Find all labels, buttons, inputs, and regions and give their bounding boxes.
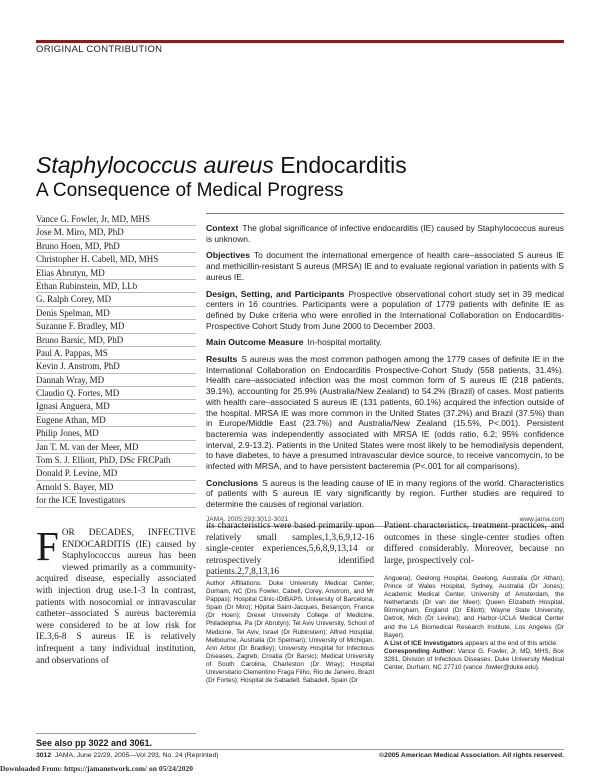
author-item: Dannah Wray, MD <box>36 374 196 387</box>
author-item: Kevin J. Anstrom, PhD <box>36 360 196 373</box>
journal-url[interactable]: www.jama.com <box>519 515 564 523</box>
author-item: Eugene Athan, MD <box>36 414 196 427</box>
abstract-conclusions: Conclusions S aureus is the leading cause of IE in many regions of the world. Characteristics of patients with S aureus IE vary significantly by region. Further studies are required to determine the causes of regional variation. <box>206 477 564 510</box>
body-text-col2: its characteristics were based primarily upon relatively small samples,1,3,6,9,12-16 single-center experiences,5,6,8,9,13,14 or retrospectively identified patients.2,7,8,13,16 <box>206 521 374 578</box>
citation: JAMA. 2005;293:3012-3021 <box>206 515 289 523</box>
author-item: Philip Jones, MD <box>36 427 196 440</box>
author-item: G. Ralph Corey, MD <box>36 293 196 306</box>
author-item: Tom S. J. Elliott, PhD, DSc FRCPath <box>36 454 196 467</box>
author-affiliations <box>206 576 374 685</box>
corresponding-author: Corresponding Author: Vance G. Fowler, Jr, MD, MHS, Box 3281, Division of Infectious Diseases, Duke University Medical Center, Durham, NC 27710 (vance .fowler@duke.edu). <box>384 647 565 672</box>
author-item: Suzanne F. Bradley, MD <box>36 320 196 333</box>
author-item: Bruno Barsic, MD, PhD <box>36 334 196 347</box>
author-item: Ethan Rubinstein, MD, LLb <box>36 280 196 293</box>
body-text-col1: OR DECADES, INFECTIVE ENDOCARDITIS (IE) caused by Staphylococcus aureus has been viewed primarily as a community-acquired disease, especially associated with injection drug use.1-3 In contrast, patients with nosocomial or intravascular catheter–associated S aureus bacteremia were considered to be at low risk for IE.3,6-8 S aureus IE is relatively infrequent a tany individual institution, and observations of <box>36 528 196 666</box>
affiliations-right-text: Anguera); Geelong Hospital, Geelong, Australia (Dr Athan); Prince of Wales Hospital, Sydney, Australia (Dr Jones); Academic Medical Center, University of Amsterdam, the Netherlands (Dr van der Meer); Queen Elizabeth Hospital, Birmingham, England (Dr Elliott); Wayne State University, Detroit, Mich (Dr Levine); and Harbor-UCLA Medical Center and the LA Biomedical Research Institute, Los Angeles (Dr Bayer). <box>384 575 564 639</box>
download-line: Downloaded From: https://jamanetwork.com/ on 05/24/2020 <box>0 764 193 773</box>
author-item: Claudio Q. Fortes, MD <box>36 387 196 400</box>
author-list <box>36 213 196 508</box>
affiliations-left-text: Author Affiliations: Duke University Medical Center, Durham, NC (Drs Fowler, Cabell, Corey, Anstrom, and Mr Pappas); Hospital Clinic-IDIBAPS, University of Barcelona, Spain (Dr Miro); Hôpital Saint-Jacques, Besançon, France (Dr Hoen); Drexel University College of Medicine, Philadelphia, Pa (Dr Abrutyn); Tel Aviv University, School of Medicine, Tel Aviv, Israel (Dr Rubinstein); Alfred Hospital, Melbourne, Australia (Dr Spelman); University of Michigan, Ann Arbor (Dr Bradley); University Hospital for Infectious Diseases, Zagreb, Croatia (Dr Barsic); Medical University of South Carolina, Charleston (Dr Wray); Hospital Universitario Clementino Fraga Filho, Rio de Janeiro, Brazil (Dr Fortes); Hospital de Sabadell, Sabadell, Spain (Dr <box>206 580 375 685</box>
body-column-1 <box>36 523 196 667</box>
page-footer <box>36 749 564 759</box>
author-item: Arnold S. Bayer, MD <box>36 481 196 494</box>
author-item: for the ICE Investigators <box>36 494 196 507</box>
see-also[interactable]: See also pp 3022 and 3061. <box>36 733 196 748</box>
author-item: Ignasi Anguera, MD <box>36 400 196 413</box>
abstract-results: Results S aureus was the most common pathogen among the 1779 cases of definite IE in the International Collaboration on Endocarditis Prospective-Cohort Study (558 patients, 31.4%). Health care–associated infection was the most common form of S aureus IE (218 patients, 39.1%), accounting for 25.9% (Australia/New Zealand) to 54.2% (Brazil) of cases. Most patients with health care–associated S aureus IE (131 patients, 60.1%) acquired the infection outside of the hospital. MRSA IE was more common in the United States (37.2%) and Brazil (37.5%) than in Europe/Middle East (23.7%) and Australia/New Zealand (15.5%, P<.001). Persistent bacteremia was independently associated with MRSA IE (odds ratio, 6.2; 95% confidence interval, 2.9-13.2). Patients in the United States were most likely to be hemodialysis dependent, to have diabetes, to have a presumed intravascular device source, to receive vancomycin, to be infected with MRSA, and to have persistent bacteremia (P<.001 for all comparisons). <box>206 354 564 472</box>
title-rest: Endocarditis <box>273 152 407 178</box>
drop-cap: F <box>36 523 59 569</box>
author-item: Christopher H. Cabell, MD, MHS <box>36 253 196 266</box>
author-item: Paul A. Pappas, MS <box>36 347 196 360</box>
abstract-context: Context The global significance of infective endocarditis (IE) caused by Staphylococcus aureus is unknown. <box>206 223 564 244</box>
body-column-2 <box>206 521 374 579</box>
body-text-col3: Patient characteristics, treatment practices, and outcomes in these single-center studies often differed considerably. Moreover, because no large, prospectively col- <box>384 521 564 566</box>
footer-left: 3012 JAMA, June 22/29, 2005—Vol 293, No. 24 (Reprinted) <box>36 752 219 759</box>
title-italic: Staphylococcus aureus <box>36 152 274 178</box>
author-item: Elias Abrutyn, MD <box>36 267 196 280</box>
author-item: Jose M. Miro, MD, PhD <box>36 226 196 239</box>
affiliations-continued <box>384 575 564 672</box>
abstract-objectives: Objectives To document the international emergence of health care–associated S aureus IE and methicillin-resistant S aureus (MRSA) IE and to evaluate regional variation in patients with S aureus IE. <box>206 250 564 282</box>
abstract <box>206 213 564 527</box>
abstract-outcome: Main Outcome Measure In-hospital mortality. <box>206 337 382 348</box>
abstract-design: Design, Setting, and Participants Prospective observational cohort study set in 39 medical centers in 16 countries. Participants were a population of 1779 patients with definite IE as defined by Duke criteria who were enrolled in the International Collaboration on Endocarditis-Prospective Cohort Study from June 2000 to December 2003. <box>206 288 564 331</box>
author-item: Denis Spelman, MD <box>36 307 196 320</box>
page-number: 3012 <box>36 752 52 759</box>
ice-investigators-note: A List of ICE Investigators appears at the end of this article. <box>384 639 558 647</box>
body-column-3 <box>384 521 564 567</box>
article-subtitle: A Consequence of Medical Progress <box>36 180 344 201</box>
copyright: ©2005 American Medical Association. All rights reserved. <box>379 752 564 759</box>
author-item: Donald P. Levine, MD <box>36 467 196 480</box>
author-item: Bruno Hoen, MD, PhD <box>36 240 196 253</box>
author-item: Vance G. Fowler, Jr, MD, MHS <box>36 213 196 226</box>
section-label: ORIGINAL CONTRIBUTION <box>36 44 163 55</box>
article-title <box>36 152 407 178</box>
author-item: Jan T. M. van der Meer, MD <box>36 441 196 454</box>
section-bar <box>36 40 564 43</box>
